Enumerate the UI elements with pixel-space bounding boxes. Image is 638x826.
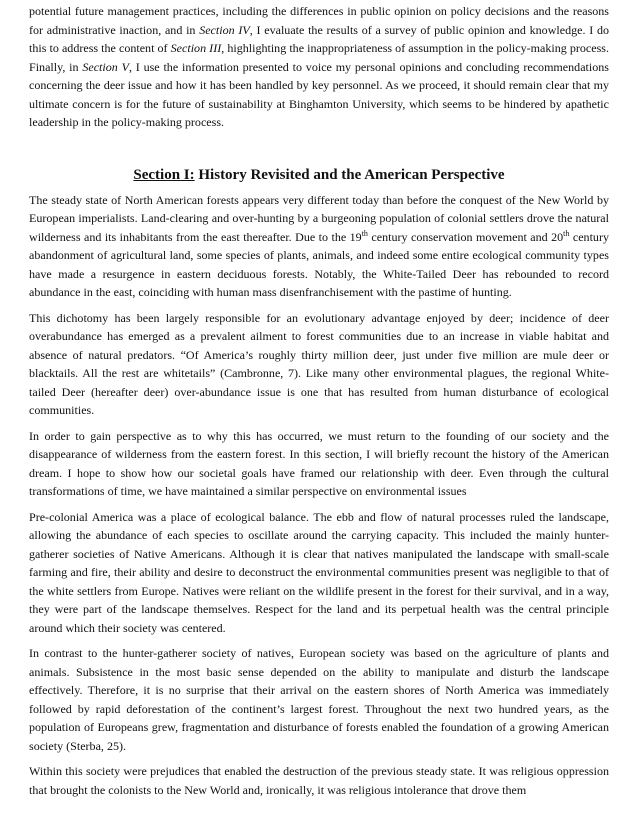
paragraph-prejudices: Within this society were prejudices that enabled the destruction of the previous steady state. It was religious oppression that brought the colonists to the New World and, ironically, it was religious intolerance that drove them xyxy=(29,764,609,797)
paragraph-dichotomy: This dichotomy has been largely responsible for an evolutionary advantage enjoyed by deer; incidence of deer overabundance has emerged as a prevalent ailment to forest communities due to an increase in viable habitat and absence of natural predators. “Of America’s roughly thirty million deer, just under five million are mule deer or blacktails. All the rest are whitetails” (Cambronne, 7). Like many other environmental plagues, the regional White-tailed Deer (hereafter deer) over-abundance issue is one that has resulted from human disturbance of ecological communities. xyxy=(29,310,609,417)
paragraph-steady-state: The steady state of North American forests appears very different today than before the conquest of the New World by European imperialists. Land-clearing and over-hunting by a burgeoning population of colonial settlers drove the natural wilderness and its inhabitants from the east thereafter. Due to the 19th century conservation movement and 20th century abandonment of agricultural land, some species of plants, animals, and indeed some entire ecological community types have made a resurgence in eastern deciduous forests. Notably, the White-Tailed Deer has rebounded to record abundance in the east, coinciding with human mass disenfranchisement with the pastime of hunting. xyxy=(29,192,609,299)
intro-paragraph: potential future management practices, including the differences in public opinion on policy decisions and the reasons for administrative inaction, and in Section IV, I evaluate the results of a survey of public opinion and knowledge. I do this to address the content of Section III, highlighting the inappropriateness of assumption in the policy-making process. Finally, in Section V, I use the information presented to voice my personal opinions and concluding recommendations concerning the deer issue and how it has been handled by key personnel. As we proceed, it should remain clear that my ultimate concern is for the future of sustainability at Binghamton University, which seems to be hindered by apathetic leadership in the policy-making process. xyxy=(29,4,610,129)
paragraph-pre-colonial: Pre-colonial America was a place of ecological balance. The ebb and flow of natural processes ruled the landscape, allowing the abundance of each species to oscillate around the carrying capacity. This included the mainly hunter-gatherer societies of Native Americans. Although it is clear that natives manipulated the landscape with small-scale farming and fire, their ability and desire to deconstruct the environmental communities present was negligible to that of the white settlers from Europe. Natives were reliant on the wildlife present in the forest for their survival, and in a way, they were part of the landscape themselves. Respect for the land and its perpetual health was the central principle around which their society was centered. xyxy=(29,509,609,635)
paragraph-perspective: In order to gain perspective as to why this has occurred, we must return to the founding of our society and the disappearance of wilderness from the eastern forest. In this section, I will briefly recount the history of the American dream. I hope to show how our societal goals have framed our relationship with deer. Even through the cultural transformations of time, we have maintained a similar perspective on environmental issues xyxy=(29,428,609,498)
paragraph-contrast: In contrast to the hunter-gatherer society of natives, European society was based on the agriculture of plants and animals. Subsistence in the most basic sense depended on the ability to manipulate and disturb the landscape effectively. Therefore, it is no surprise that their arrival on the eastern shores of North America was immediately followed by rapid deforestation of the continent’s largest forest. Throughout the next two hundred years, as the population of Europeans grew, fragmentation and disturbance of forests enabled the foundation of a growing American society (Sterba, 25). xyxy=(29,646,609,753)
section-number: Section I: xyxy=(133,166,195,183)
section-heading xyxy=(29,165,609,185)
document-page xyxy=(29,2,609,799)
section-v-reference: Section V xyxy=(82,59,129,74)
section-iii-reference: Section III xyxy=(170,41,222,55)
section-iv-reference: Section IV xyxy=(199,22,250,37)
section-title: History Revisited and the American Perspective xyxy=(194,166,505,183)
